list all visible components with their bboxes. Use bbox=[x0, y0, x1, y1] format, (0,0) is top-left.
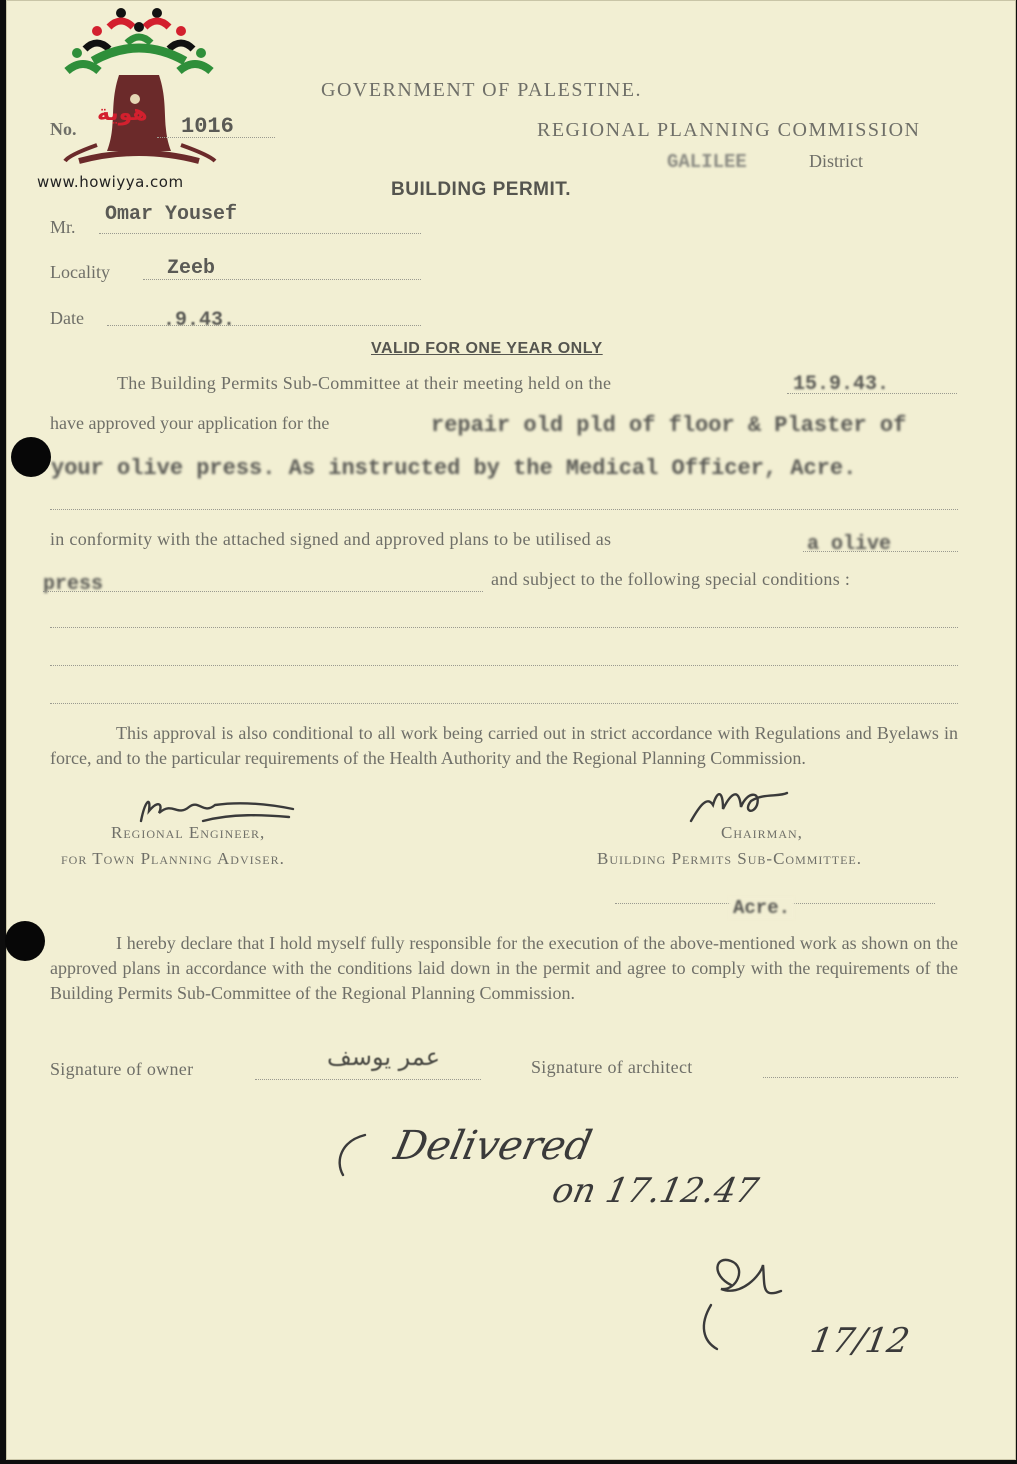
district-label: District bbox=[809, 151, 863, 171]
engineer-subtitle: for Town Planning Adviser. bbox=[61, 849, 285, 868]
commission-heading: REGIONAL PLANNING COMMISSION bbox=[537, 119, 921, 141]
meeting-text: The Building Permits Sub-Committee at their meeting held on the bbox=[117, 373, 612, 393]
delivered-bracket-icon bbox=[331, 1131, 371, 1181]
mr-value: Omar Yousef bbox=[105, 203, 238, 226]
declaration-paragraph: I hereby declare that I hold myself fully responsible for the execution of the above-mentioned work as shown on the approved plans in accordance with the conditions laid down in the permit and agree to comply with the requirements of the Building Permits Sub-Committee of the Regional Planning Commission. bbox=[50, 933, 958, 1003]
approved-text: have approved your application for the bbox=[50, 413, 330, 433]
validity-notice: VALID FOR ONE YEAR ONLY bbox=[371, 340, 603, 357]
government-heading: GOVERNMENT OF PALESTINE. bbox=[321, 79, 643, 101]
permit-document bbox=[6, 0, 1016, 1460]
date-label: Date bbox=[50, 308, 84, 328]
locality-label: Locality bbox=[50, 262, 110, 282]
logo-arabic-word: هوية bbox=[97, 101, 148, 126]
owner-signature-label: Signature of owner bbox=[50, 1059, 194, 1079]
architect-signature-label: Signature of architect bbox=[531, 1057, 693, 1077]
use-value-1: a olive bbox=[807, 533, 892, 556]
condition-line-1 bbox=[50, 627, 958, 628]
place-value: Acre. bbox=[729, 897, 794, 919]
chairman-signature-icon bbox=[683, 781, 793, 827]
engineer-title: Regional Engineer, bbox=[111, 823, 266, 842]
initials-signature-icon bbox=[691, 1245, 791, 1365]
subject-text: and subject to the following special conditions : bbox=[491, 569, 851, 589]
use-value-2: press bbox=[43, 573, 104, 596]
family-tree-logo-icon bbox=[49, 5, 229, 175]
delivered-handwriting: Delivered bbox=[390, 1123, 596, 1169]
mr-label: Mr. bbox=[50, 217, 76, 237]
application-line-1: repair old pld of floor & Plaster of bbox=[431, 413, 907, 438]
chairman-title: Chairman, bbox=[721, 823, 803, 842]
application-line-2: your olive press. As instructed by the Medical Officer, Acre. bbox=[51, 456, 857, 481]
condition-line-3 bbox=[50, 703, 958, 704]
document-title: BUILDING PERMIT. bbox=[391, 179, 572, 200]
delivered-date-handwriting: on 17.12.47 bbox=[548, 1171, 762, 1211]
punch-hole-bottom bbox=[5, 921, 45, 961]
owner-signature-arabic: عمر يوسف bbox=[327, 1043, 441, 1071]
initial-date-handwriting: 17/12 bbox=[807, 1321, 913, 1361]
chairman-subtitle: Building Permits Sub-Committee. bbox=[597, 849, 862, 868]
logo bbox=[37, 5, 229, 191]
locality-value: Zeeb bbox=[167, 257, 216, 280]
approval-paragraph: This approval is also conditional to all work being carried out in strict accordance with Regulations and Byelaws in force, and to the particular requirements of the Health Authority and the Regional Planning Commission. bbox=[50, 723, 958, 768]
meeting-date-value: 15.9.43. bbox=[793, 373, 890, 396]
logo-site-url: www.howiyya.com bbox=[37, 173, 184, 191]
punch-hole-top bbox=[11, 437, 51, 477]
conformity-text: in conformity with the attached signed and approved plans to be utilised as bbox=[50, 529, 612, 549]
district-value: GALILEE bbox=[667, 151, 747, 173]
condition-line-2 bbox=[50, 665, 958, 666]
permit-number-value: 1016 bbox=[181, 114, 234, 139]
date-value: .9.43. bbox=[163, 309, 236, 332]
permit-number-label: No. bbox=[50, 119, 77, 139]
